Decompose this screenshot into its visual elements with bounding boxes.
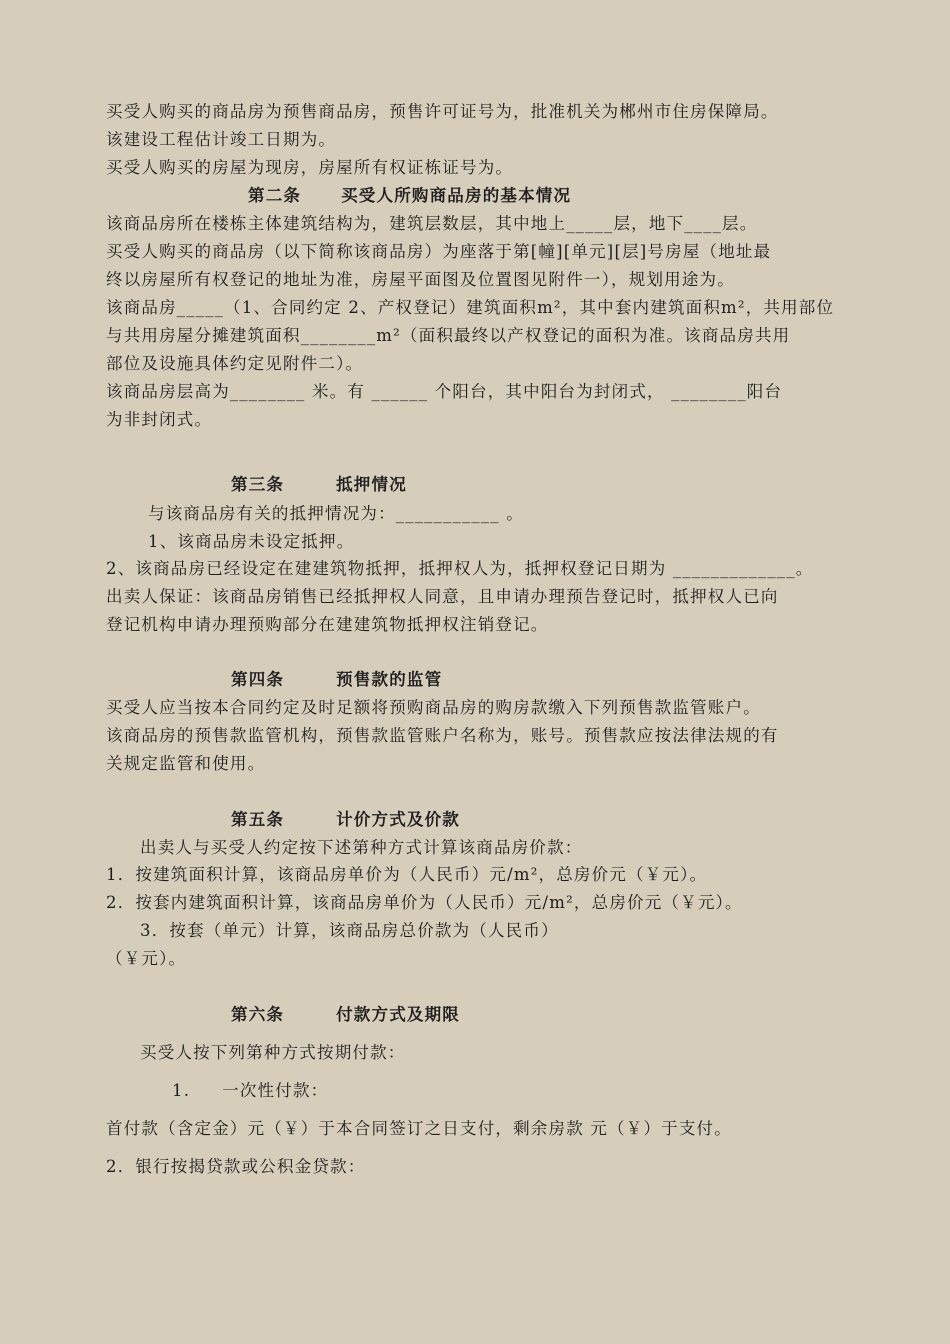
list-item-1 <box>172 1083 328 1100</box>
section-number: 第四条 <box>231 670 285 689</box>
paragraph-line: 该建设工程估计竣工日期为。 <box>106 130 337 149</box>
paragraph-line: 部位及设施具体约定见附件二）。 <box>106 354 364 373</box>
paragraph-line: 终以房屋所有权登记的地址为准，房屋平面图及位置图见附件一），规划用途为。 <box>106 270 735 289</box>
section-title: 付款方式及期限 <box>336 1005 461 1024</box>
section-number: 第三条 <box>231 475 285 494</box>
section-title: 买受人所购商品房的基本情况 <box>341 186 572 205</box>
paragraph-line: 买受人按下列第种方式按期付款： <box>140 1043 406 1062</box>
section-title: 计价方式及价款 <box>336 810 461 829</box>
list-text: 一次性付款： <box>222 1081 329 1100</box>
paragraph-line: 为非封闭式。 <box>106 410 213 429</box>
list-number: 1. <box>172 1081 191 1100</box>
section-title: 抵押情况 <box>336 475 407 494</box>
section-heading-3 <box>231 477 407 494</box>
paragraph-line: 1．按建筑面积计算，该商品房单价为（人民币）元/m²，总房价元（￥元）。 <box>106 865 708 884</box>
paragraph-line: 买受人应当按本合同约定及时足额将预购商品房的购房款缴入下列预售款监管账户。 <box>106 698 761 717</box>
paragraph-line: 出卖人保证：该商品房销售已经抵押权人同意，且申请办理预告登记时，抵押权人已向 <box>106 587 779 606</box>
paragraph-line: 与该商品房有关的抵押情况为：___________ 。 <box>148 504 524 523</box>
section-heading-4 <box>231 672 442 689</box>
section-number: 第五条 <box>231 810 285 829</box>
paragraph-line: 与共用房屋分摊建筑面积________m²（面积最终以产权登记的面积为准。该商品房共用 <box>106 326 791 345</box>
paragraph-line: 该商品房层高为________ 米。有 ______ 个阳台，其中阳台为封闭式， ________阳台 <box>106 382 783 401</box>
section-number: 第二条 <box>248 186 302 205</box>
paragraph-line: 该商品房的预售款监管机构，预售款监管账户名称为，账号。预售款应按法律法规的有 <box>106 726 779 745</box>
paragraph-line: 1、该商品房未设定抵押。 <box>148 532 355 551</box>
paragraph-line: 买受人购买的商品房（以下简称该商品房）为座落于第[幢][单元][层]号房屋（地址最 <box>106 242 772 261</box>
paragraph-line: 买受人购买的商品房为预售商品房，预售许可证号为，批准机关为郴州市住房保障局。 <box>106 102 779 121</box>
paragraph-line: 登记机构申请办理预购部分在建建筑物抵押权注销登记。 <box>106 615 549 634</box>
section-title: 预售款的监管 <box>336 670 443 689</box>
paragraph-line: 2、该商品房已经设定在建建筑物抵押，抵押权人为，抵押权登记日期为 _____________。 <box>106 559 814 578</box>
paragraph-line: 该商品房_____（1、合同约定 2、产权登记）建筑面积m²，其中套内建筑面积m²，共用部位 <box>106 298 835 317</box>
paragraph-line: 买受人购买的房屋为现房，房屋所有权证栋证号为。 <box>106 158 514 177</box>
paragraph-line: 2．按套内建筑面积计算，该商品房单价为（人民币）元/m²，总房价元（￥元）。 <box>106 893 743 912</box>
paragraph-line: 关规定监管和使用。 <box>106 754 266 773</box>
paragraph-line: 2．银行按揭贷款或公积金贷款： <box>106 1157 366 1176</box>
paragraph-line: （￥元）。 <box>106 949 187 968</box>
paragraph-line: 该商品房所在楼栋主体建筑结构为，建筑层数层，其中地上_____层，地下____层。 <box>106 214 758 233</box>
paragraph-line: 首付款（含定金）元（￥）于本合同签订之日支付，剩余房款 元（￥）于支付。 <box>106 1119 732 1138</box>
section-heading-2 <box>248 188 571 205</box>
paragraph-line: 3．按套（单元）计算，该商品房总价款为（人民币） <box>140 921 559 940</box>
paragraph-line: 出卖人与买受人约定按下述第种方式计算该商品房价款： <box>140 838 583 857</box>
section-heading-5 <box>231 812 460 829</box>
section-number: 第六条 <box>231 1005 285 1024</box>
section-heading-6 <box>231 1007 460 1024</box>
